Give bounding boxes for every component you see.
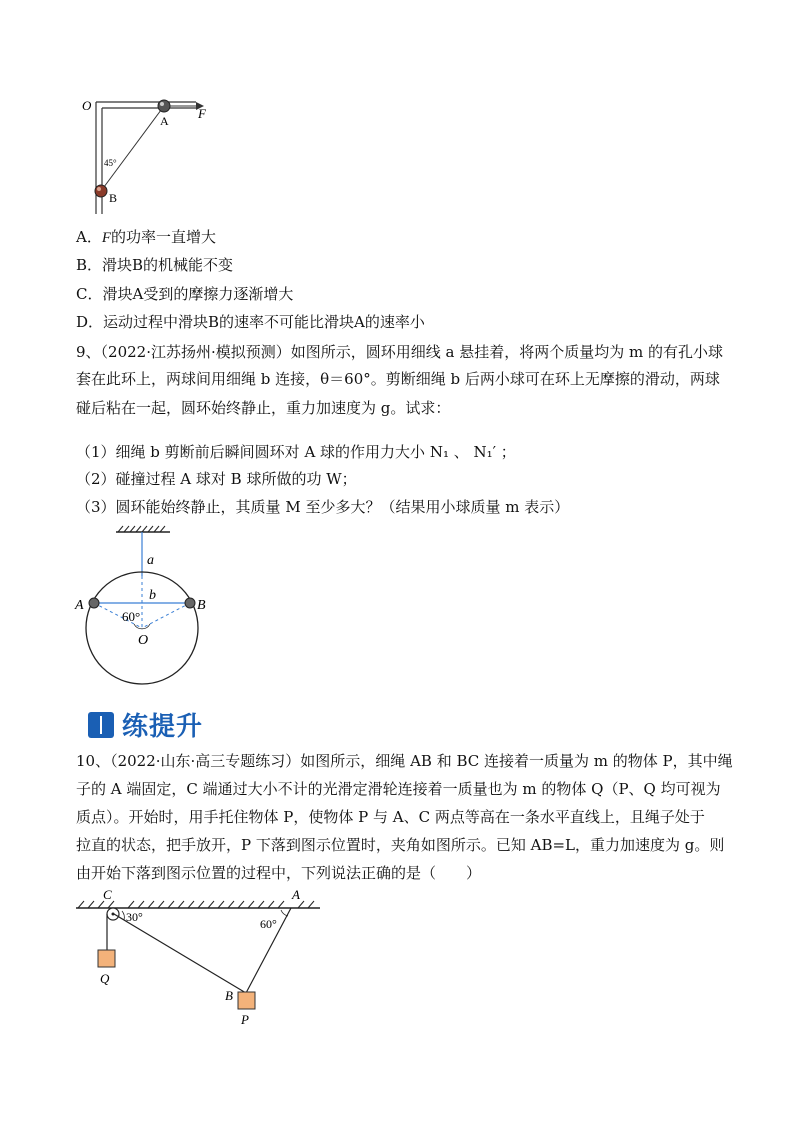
q10-line4: 拉直的状态，把手放开，P 下落到图示位置时，夹角如图所示。已知 AB=L，重力加速度为 g。则 [76,836,725,854]
fig3-angle-c: 30° [126,910,143,924]
q10-line1: 10、（2022·山东·高三专题练习）如图所示，细绳 AB 和 BC 连接着一质量为 m 的物体 P，其中绳 [76,752,733,770]
section-title: 练提升 [122,712,204,742]
fig1-label-b: B [109,191,118,205]
fig3-label-b: B [225,988,233,1003]
q9-line1: 9、（2022·江苏扬州·模拟预测）如图所示，圆环用细线 a 悬挂着，将两个质量均为 m 的有孔小球 [76,343,723,361]
fig1-label-f: F [198,106,206,121]
q9-line2: 套在此环上，两球间用细绳 b 连接，θ＝60°。剪断细绳 b 后两小球可在环上无摩擦的滑动，两球 [76,370,720,388]
fig1-angle: 45° [104,158,117,168]
book-icon [88,712,114,738]
q9-sub2: （2）碰撞过程 A 球对 B 球所做的功 W； [76,470,357,488]
option-b: B．滑块B的机械能不变 [76,256,234,274]
fig3-angle-a: 60° [260,917,277,931]
option-c: C．滑块A受到的摩擦力逐渐增大 [76,285,294,303]
q10-line3: 质点）。开始时，用手托住物体 P，使物体 P 与 A、C 两点等高在一条水平直线上，且绳子处于 [76,808,705,826]
q9-sub1: （1）细绳 b 剪断前后瞬间圆环对 A 球的作用力大小 N₁ 、 N₁′ ； [76,443,516,461]
fig2-angle: 60° [122,609,141,624]
fig3-label-c: C [103,888,112,902]
q10-line5: 由开始下落到图示位置的过程中，下列说法正确的是（ ） [76,864,482,882]
fig1-label-o: O [82,98,92,113]
option-d: D．运动过程中滑块B的速率不可能比滑块A的速率小 [76,313,425,331]
fig3-label-a: A [292,888,300,902]
q10-line2: 子的 A 端固定，C 端通过大小不计的光滑定滑轮连接着一质量也为 m 的物体 Q（P、Q 均可视为 [76,780,721,798]
figure-sliders [78,94,228,219]
figure-ring [70,524,230,692]
fig2-label-o: O [138,633,149,648]
option-a: A．F的功率一直增大 [76,228,217,246]
fig2-label-b-ball: B [197,598,206,613]
section-header [88,706,203,743]
fig2-label-b-string: b [149,588,156,603]
fig3-label-p: P [241,1012,249,1027]
q9-sub3: （3）圆环能始终静止，其质量 M 至少多大？（结果用小球质量 m 表示） [76,498,570,516]
fig1-label-a: A [160,114,169,128]
q9-line3: 碰后粘在一起，圆环始终静止，重力加速度为 g。试求： [76,399,451,417]
fig2-label-a: a [147,553,154,568]
fig3-label-q: Q [100,971,110,986]
figure-pulley [70,888,330,1028]
fig2-label-a-ball: A [75,598,84,613]
